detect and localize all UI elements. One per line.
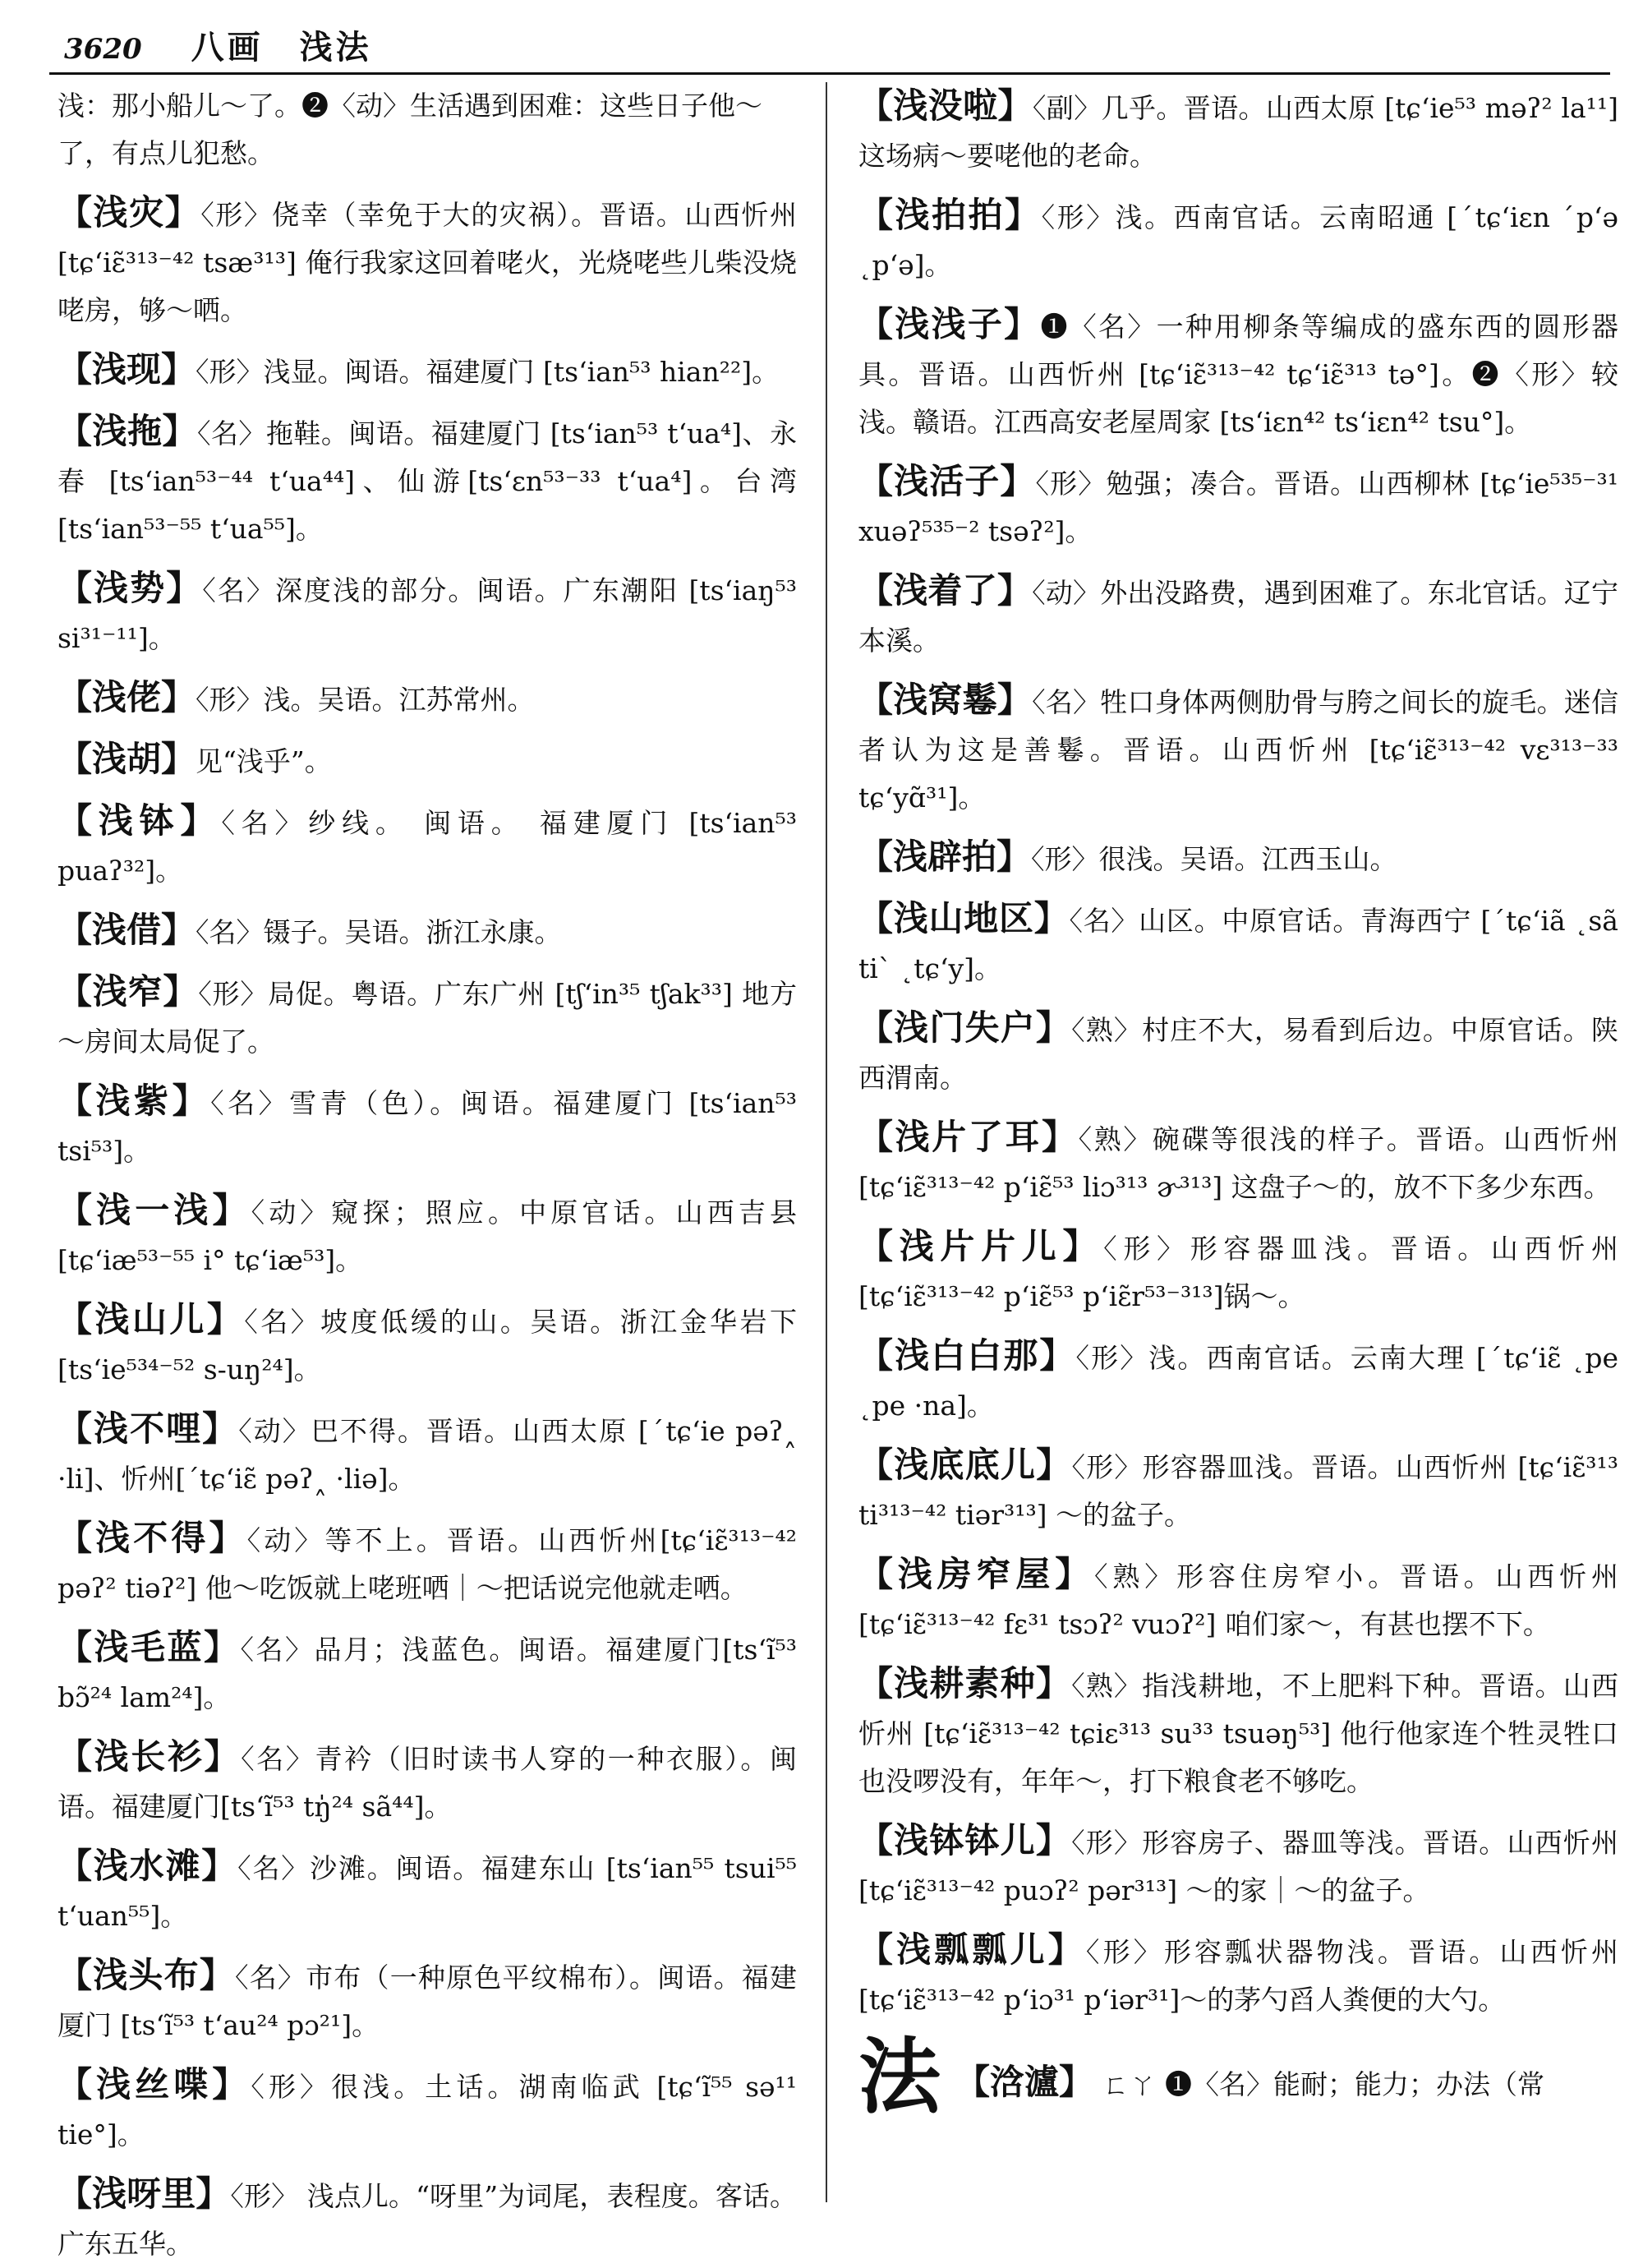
- entry-definition: 〈名〉品月；浅蓝色。闽语。福建厦门[tsʻĩ⁵³ bɔ̃²⁴ lam²⁴]。: [58, 1634, 797, 1713]
- dictionary-entry: [58, 735, 797, 786]
- header-rule: [49, 72, 1610, 75]
- entry-definition: 〈熟〉指浅耕地，不上肥料下种。晋语。山西忻州 [tɕʻiɛ̃³¹³⁻⁴² tɕiɛ³¹³ su³³ tsuəŋ⁵³] 他行他家连个牲灵牲口也没啰没有，年年～，打下粮食老不够吃。: [858, 1670, 1618, 1797]
- dictionary-entry: [58, 565, 797, 662]
- entry-definition: 〈形〉勉强；凑合。晋语。山西柳林 [tɕʻie⁵³⁵⁻³¹ xuəʔ⁵³⁵⁻² tsəʔ²]。: [858, 468, 1618, 547]
- entry-definition: 〈形〉形容器皿浅。晋语。山西忻州 [tɕʻiɛ̃³¹³ ti³¹³⁻⁴² tiər³¹³] ～的盆子。: [858, 1451, 1618, 1531]
- entry-headword: 【浅山儿】: [58, 1299, 245, 1339]
- entry-definition: 〈名〉沙滩。闽语。福建东山 [tsʻian⁵⁵ tsui⁵⁵ tʻuan⁵⁵]。: [58, 1852, 797, 1932]
- entry-definition: 〈副〉几乎。晋语。山西太原 [tɕʻie⁵³ məʔ² la¹¹]这场病～要咾他的老命。: [858, 92, 1618, 172]
- dictionary-entry: [858, 1817, 1618, 1915]
- entry-definition: 〈形〉侥幸（幸免于大的灾祸）。晋语。山西忻州[tɕʻiɛ̃³¹³⁻⁴² tsæ³¹³] 俺行我家这回着咾火，光烧咾些儿柴没烧咾房，够～哂。: [58, 199, 797, 326]
- dictionary-entry: [58, 2061, 797, 2159]
- dictionary-entry: [858, 1441, 1618, 1539]
- dictionary-entry: [858, 458, 1618, 555]
- entry-headword: 【浅辟拍】: [858, 837, 1032, 877]
- entry-definition: 〈名〉纱线。 闽语。 福建厦门 [tsʻian⁵³ puaʔ³²]。: [58, 807, 797, 887]
- entry-headword: 【浅片了耳】: [858, 1117, 1079, 1157]
- entry-headword: 【浅拖】: [58, 411, 197, 451]
- entry-headword: 【浅毛蓝】: [58, 1627, 241, 1667]
- dictionary-entry: [858, 1113, 1618, 1211]
- entry-headword: 【浅长衫】: [58, 1736, 242, 1777]
- dictionary-entry: [58, 2170, 797, 2268]
- entry-definition: 〈动〉窥探；照应。中原官话。山西吉县 [tɕʻiæ⁵³⁻⁵⁵ i° tɕʻiæ⁵³]。: [58, 1196, 797, 1276]
- entry-definition: 〈名〉深度浅的部分。闽语。广东潮阳 [tsʻiaŋ⁵³ si³¹⁻¹¹]。: [58, 574, 797, 654]
- dictionary-entry: [58, 1405, 797, 1503]
- headword-character: 法: [858, 2028, 941, 2125]
- entry-headword: 【浅活子】: [858, 461, 1036, 501]
- entry-definition: 〈名〉山区。中原官话。青海西宁 [ˊtɕʻiã ˛sã tiˋ ˛tɕʻy]。: [858, 905, 1618, 984]
- page-number: 3620: [64, 33, 142, 66]
- entry-headword: 【浅一浅】: [58, 1190, 251, 1230]
- dictionary-entry: [58, 1514, 797, 1612]
- dictionary-entry: [58, 1187, 797, 1284]
- entry-headword: 【浅门失户】: [858, 1007, 1072, 1048]
- entry-definition: 〈形〉形容房子、器皿等浅。晋语。山西忻州[tɕʻiɛ̃³¹³⁻⁴² puɔʔ² pər³¹³] ～的家｜～的盆子。: [858, 1827, 1618, 1906]
- entry-headword: 【浅着了】: [858, 570, 1033, 611]
- entry-definition: 〈熟〉村庄不大，易看到后边。中原官话。陕西渭南。: [858, 1014, 1618, 1094]
- entry-definition: 〈形〉浅。西南官话。云南大理 [ˊtɕʻiɛ̃ ˛pe ˛pe ·na]。: [858, 1342, 1618, 1422]
- dictionary-entry: [58, 408, 797, 553]
- entry-headword: 【浅白白那】: [858, 1335, 1076, 1376]
- entry-definition: 〈熟〉碗碟等很浅的样子。晋语。山西忻州 [tɕʻiɛ̃³¹³⁻⁴² pʻiɛ̃⁵³ liɔ³¹³ ɚ³¹³] 这盘子～的，放不下多少东西。: [858, 1123, 1618, 1203]
- dictionary-entry: [858, 82, 1618, 180]
- dictionary-entry: [58, 906, 797, 957]
- left-entry-list: [58, 189, 797, 2268]
- entry-headword: 【浅没啦】: [858, 85, 1033, 126]
- dictionary-entry: [858, 1332, 1618, 1430]
- entry-definition: 见“浅乎”。: [196, 745, 332, 777]
- entry-definition: 〈形〉很浅。吴语。江西玉山。: [1031, 843, 1397, 875]
- entry-definition: 〈形〉很浅。土话。湖南临武 [tɕʻĩ⁵⁵ sə¹¹ tie°]。: [58, 2071, 797, 2150]
- entry-headword: 【浅房窄屋】: [858, 1554, 1095, 1594]
- entry-headword: 【浅耕素种】: [858, 1663, 1072, 1703]
- entry-headword: 【浅不得】: [58, 1518, 247, 1558]
- entry-definition: 〈形〉形容器皿浅。晋语。山西忻州 [tɕʻiɛ̃³¹³⁻⁴² pʻiɛ̃⁵³ pʻiɛ̃r⁵³⁻³¹³]锅～。: [858, 1233, 1618, 1312]
- entry-definition: 〈形〉浅显。闽语。福建厦门 [tsʻian⁵³ hian²²]。: [196, 356, 780, 388]
- running-title: 八画 浅法: [191, 28, 372, 67]
- page-header: [64, 21, 1608, 67]
- entry-fa: [858, 2028, 1618, 2125]
- entry-headword: 【浅呀里】: [58, 2174, 231, 2214]
- entry-headword: 【浅钵】: [58, 800, 222, 841]
- entry-headword: 【浅窝鬈】: [858, 680, 1033, 720]
- entry-definition: 〈形〉局促。粤语。广东广州 [tʃʻin³⁵ tʃak³³] 地方～房间太局促了。: [58, 978, 797, 1058]
- entry-definition: 〈名〉青衿（旧时读书人穿的一种衣服）。闽语。福建厦门[tsʻĩ⁵³ tŋ̍²⁴ sã⁴⁴]。: [58, 1743, 797, 1823]
- entry-definition: 〈形〉形容瓢状器物浅。晋语。山西忻州 [tɕʻiɛ̃³¹³⁻⁴² pʻiɔ³¹ pʻiər³¹]～的茅勺舀人粪便的大勺。: [858, 1936, 1618, 2016]
- entry-headword: 【浅片片儿】: [858, 1226, 1104, 1266]
- entry-definition: 〈熟〉形容住房窄小。晋语。山西忻州 [tɕʻiɛ̃³¹³⁻⁴² fɛ³¹ tsɔʔ² vuɔʔ²] 咱们家～，有甚也摆不下。: [858, 1560, 1618, 1640]
- entry-headword: 【浅胡】: [58, 739, 196, 779]
- column-divider: [826, 82, 827, 2202]
- right-column: [858, 82, 1618, 2210]
- entry-definition: 〈形〉浅。吴语。江苏常州。: [196, 684, 535, 716]
- entry-headword: 【浅底底儿】: [858, 1445, 1072, 1485]
- entry-headword: 【浅窄】: [58, 971, 199, 1012]
- entry-headword: 【浅佬】: [58, 677, 196, 717]
- entry-definition: 〈动〉外出没路费，遇到困难了。东北官话。辽宁本溪。: [858, 577, 1618, 657]
- entry-definition: 〈名〉坡度低缓的山。吴语。浙江金华岩下 [tsʻie⁵³⁴⁻⁵² s-uŋ²⁴]。: [58, 1306, 797, 1385]
- entry-headword: 【浅灾】: [58, 192, 201, 233]
- dictionary-entry: [858, 1926, 1618, 2024]
- entry-headword: 【浅浅子】: [858, 304, 1041, 344]
- entry-definition: 〈名〉牲口身体两侧肋骨与胯之间长的旋毛。迷信者认为这是善鬈。晋语。山西忻州 [tɕʻiɛ̃³¹³⁻⁴² vɛ³¹³⁻³³ tɕʻyɑ̃³¹]。: [858, 686, 1618, 814]
- entry-headword: 【浅不哩】: [58, 1408, 239, 1449]
- dictionary-entry: [58, 1733, 797, 1831]
- entry-headword: 【浅丝喋】: [58, 2064, 251, 2104]
- dictionary-entry: [58, 1077, 797, 1175]
- dictionary-entry: [58, 674, 797, 724]
- entry-headword: 【浅山地区】: [858, 898, 1070, 938]
- dictionary-entry: [58, 968, 797, 1066]
- entry-headword: 【浅头布】: [58, 1955, 235, 1995]
- entry-headword: 【浅借】: [58, 910, 196, 950]
- left-column: [58, 82, 797, 2260]
- dictionary-entry: [58, 1952, 797, 2049]
- dictionary-entry: [858, 833, 1618, 883]
- dictionary-entry: [58, 1624, 797, 1722]
- dictionary-entry: [858, 567, 1618, 665]
- entry-headword: 【浅水滩】: [58, 1846, 238, 1886]
- entry-definition: 〈形〉浅。西南官话。云南昭通 [ˊtɕʻiɛn ˊpʻə ˛pʻə]。: [858, 201, 1618, 281]
- dictionary-entry: [858, 191, 1618, 289]
- dictionary-entry: [858, 676, 1618, 822]
- dictionary-entry: [858, 1551, 1618, 1648]
- entry-definition: ❶〈名〉一种用柳条等编成的盛东西的圆形器具。晋语。山西忻州 [tɕʻiɛ̃³¹³⁻⁴² tɕʻiɛ̃³¹³ tə°]。❷〈形〉较浅。赣语。江西高安老屋周家 [tsʻiɛn⁴² tsʻiɛn⁴² tsu°]。: [858, 311, 1618, 438]
- entry-definition: 〈名〉镊子。吴语。浙江永康。: [196, 916, 562, 948]
- dictionary-entry: [58, 189, 797, 334]
- entry-headword: 【浛瀘】: [955, 2062, 1094, 2102]
- entry-headword: 【浅瓢瓢儿】: [858, 1929, 1086, 1970]
- dictionary-entry: [58, 346, 797, 396]
- entry-definition: 〈形〉 浅点儿。“呀里”为词尾，表程度。客话。广东五华。: [58, 2180, 797, 2260]
- entry-definition: 〈名〉雪青（色）。闽语。福建厦门 [tsʻian⁵³ tsi⁵³]。: [58, 1087, 797, 1167]
- dictionary-entry: [58, 797, 797, 895]
- entry-definition: 〈动〉等不上。晋语。山西忻州[tɕʻiɛ̃³¹³⁻⁴² pəʔ² tiəʔ²] 他～吃饭就上咾班哂｜～把话说完他就走哂。: [58, 1524, 797, 1604]
- entry-headword: 【浅势】: [58, 568, 203, 608]
- dictionary-entry: [858, 895, 1618, 993]
- entry-definition: 〈名〉市布（一种原色平纹棉布）。闽语。福建厦门 [tsʻĩ⁵³ tʻau²⁴ pɔ²¹]。: [58, 1961, 797, 2041]
- entry-headword: 【浅钵钵儿】: [858, 1820, 1072, 1860]
- entry-definition: ㄈㄚ ❶〈名〉能耐；能力；办法（常: [1102, 2068, 1545, 2100]
- entry-definition: 〈动〉巴不得。晋语。山西太原 [ˊtɕʻie pəʔ˰ ·li]、忻州[ˊtɕʻiɛ̃ pəʔ˰ ·liə]。: [58, 1415, 797, 1495]
- dictionary-entry: [858, 301, 1618, 446]
- right-entry-list: [858, 82, 1618, 2024]
- entry-headword: 【浅拍拍】: [858, 195, 1042, 235]
- continued-entry: 浅：那小船儿～了。❷〈动〉生活遇到困难：这些日子他～了，有点儿犯愁。: [58, 90, 762, 169]
- dictionary-entry: [58, 1842, 797, 1940]
- dictionary-entry: [858, 1223, 1618, 1321]
- entry-headword: 【浅现】: [58, 349, 196, 390]
- entry-headword: 【浅紫】: [58, 1081, 211, 1121]
- dictionary-entry: [858, 1004, 1618, 1102]
- entry-definition: 〈名〉拖鞋。闽语。福建厦门 [tsʻian⁵³ tʻua⁴]、永春 [tsʻian⁵³⁻⁴⁴ tʻua⁴⁴]、仙游[tsʻɛn⁵³⁻³³ tʻua⁴]。台湾 [tsʻian⁵³⁻⁵⁵ tʻua⁵⁵]。: [58, 417, 797, 545]
- dictionary-entry: [58, 1296, 797, 1394]
- dictionary-entry: [858, 1660, 1618, 1805]
